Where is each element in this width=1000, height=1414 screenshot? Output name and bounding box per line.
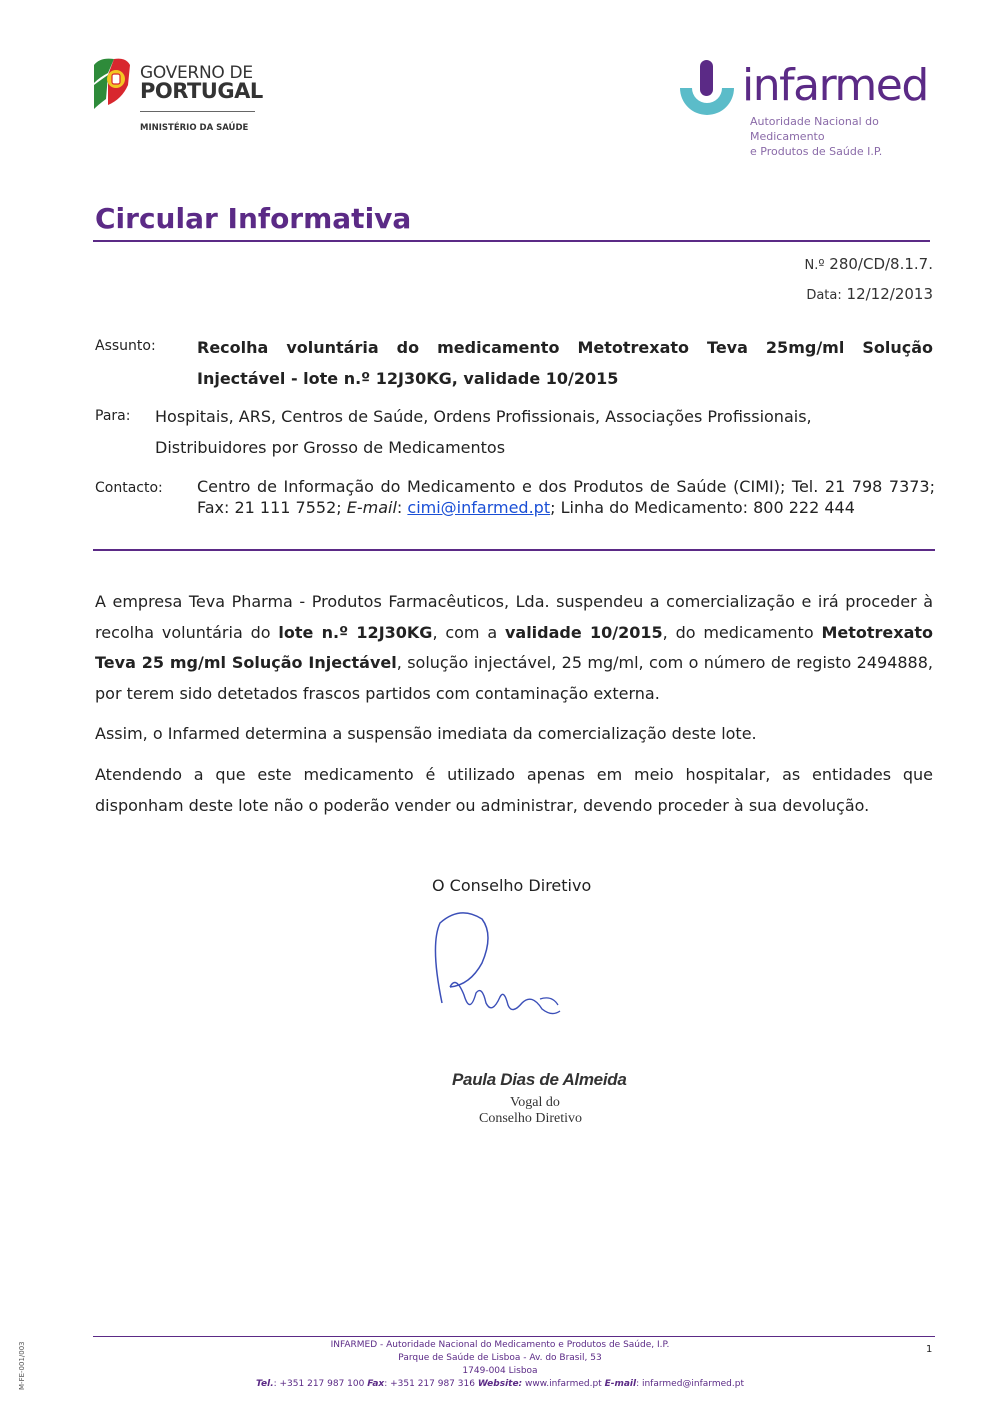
footer-divider <box>93 1336 935 1337</box>
body-paragraph-1 <box>95 587 933 709</box>
board-label: O Conselho Diretivo <box>432 876 592 895</box>
number-label: N.º <box>804 258 825 273</box>
footer-line3: 1749-004 Lisboa <box>462 1366 538 1376</box>
p1-text-g: , solução injectável, 25 mg/ml, com o número de registo 2494888, por terem sido detetados frascos partidos com contaminação externa. <box>95 653 934 703</box>
p1-medicine: Metotrexato Teva 25 mg/ml Solução Injectável <box>95 622 933 672</box>
document-code: M-FE-001/003 <box>18 1341 26 1390</box>
section-divider <box>93 549 935 551</box>
infarmed-sub-line1: Autoridade Nacional do Medicamento <box>750 115 879 143</box>
title-divider <box>93 240 930 242</box>
signatory-role-line2: Conselho Diretivo <box>479 1111 583 1126</box>
signatory-name: Paula Dias de Almeida <box>452 1070 627 1089</box>
page-number: 1 <box>926 1344 933 1355</box>
handwritten-signature <box>420 905 580 1030</box>
gov-divider <box>140 111 255 112</box>
p1-text-e: , do medicamento <box>662 622 822 642</box>
circular-number <box>805 255 933 273</box>
footer-tel: : +351 217 987 100 <box>273 1379 368 1389</box>
circular-date <box>806 285 933 303</box>
footer-tel-label: Tel. <box>256 1379 274 1389</box>
p1-validity: validade 10/2015 <box>504 622 663 642</box>
footer-fax: : +351 217 987 316 <box>384 1379 478 1389</box>
footer-web: www.infarmed.pt <box>522 1379 605 1389</box>
to-label: Para: <box>95 408 131 424</box>
signatory-role-line1: Vogal do <box>510 1095 560 1110</box>
governo-portugal-logo <box>92 55 262 140</box>
number-value: 280/CD/8.1.7. <box>829 255 933 273</box>
body-paragraph-2: Assim, o Infarmed determina a suspensão imediata da comercialização deste lote. <box>95 724 757 743</box>
gov-line2: PORTUGAL <box>140 79 263 103</box>
gov-line1: GOVERNO DE <box>140 63 253 83</box>
footer-web-label: Website: <box>477 1379 523 1389</box>
gov-ministry: MINISTÉRIO DA SAÚDE <box>140 123 249 133</box>
contact-sep: : <box>396 497 408 517</box>
body-paragraph-3: Atendendo a que este medicamento é utilizado apenas em meio hospitalar, as entidades que disponham deste lote não o poderão vender ou administrar, devendo proceder à sua devolução. <box>95 765 933 815</box>
contact-part2: ; Linha do Medicamento: 800 222 444 <box>550 497 855 517</box>
footer-email-label: E-mail <box>604 1379 637 1389</box>
contact-text <box>197 477 935 518</box>
footer-fax-label: Fax <box>367 1379 385 1389</box>
p1-lot: lote n.º 12J30KG <box>278 622 433 642</box>
infarmed-subtitle <box>750 114 936 159</box>
to-line1: Hospitais, ARS, Centros de Saúde, Ordens Profissionais, Associações Profissionais, <box>155 407 812 426</box>
footer-contacts <box>200 1379 800 1389</box>
infarmed-wordmark: infarmed <box>742 60 928 111</box>
page-title: Circular Informativa <box>95 202 412 235</box>
subject-text: Recolha voluntária do medicamento Metotrexato Teva 25mg/ml Solução Injectável - lote n.º 12J30KG, validade 10/2015 <box>197 338 933 388</box>
infarmed-mark-icon <box>676 58 738 120</box>
portugal-emblem-icon <box>92 55 132 111</box>
infarmed-logo <box>676 58 936 158</box>
subject-label: Assunto: <box>95 338 156 354</box>
date-label: Data: <box>806 288 842 303</box>
contact-label: Contacto: <box>95 480 163 496</box>
date-value: 12/12/2013 <box>846 285 933 303</box>
to-text <box>155 401 935 463</box>
contact-part1: Centro de Informação do Medicamento e dos Produtos de Saúde (CIMI); Tel. 21 798 7373; Fax: 21 111 7552; <box>197 477 935 517</box>
footer-email: : infarmed@infarmed.pt <box>636 1379 744 1389</box>
contact-email-link[interactable]: cimi@infarmed.pt <box>407 497 551 517</box>
p1-text-a: A empresa Teva Pharma - Produtos Farmacêuticos, Lda. suspendeu a comercialização e irá proceder à recolha voluntária do <box>95 592 933 642</box>
to-line2: Distribuidores por Grosso de Medicamentos <box>155 438 506 457</box>
p1-text-c: , com a <box>432 622 505 642</box>
footer-line2: Parque de Saúde de Lisboa - Av. do Brasil, 53 <box>398 1353 602 1363</box>
contact-email-label: E-mail <box>346 497 397 517</box>
infarmed-sub-line2: e Produtos de Saúde I.P. <box>750 145 883 158</box>
footer-line1: INFARMED - Autoridade Nacional do Medicamento e Produtos de Saúde, I.P. <box>330 1340 670 1350</box>
